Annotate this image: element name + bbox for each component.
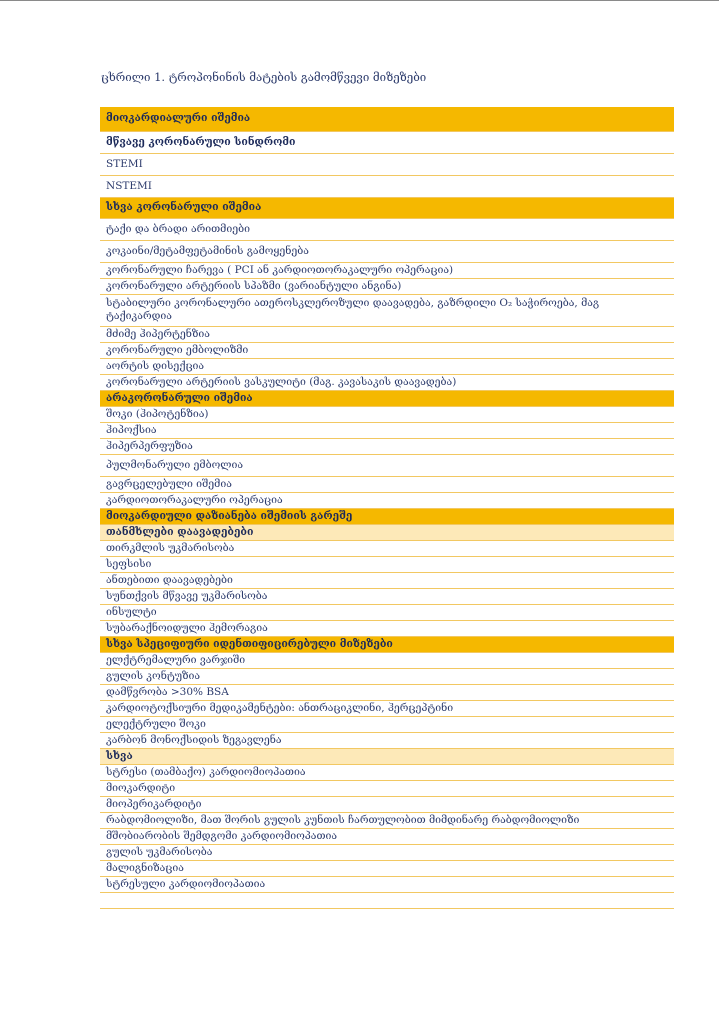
table-cell: მშობიარობის შემდგომი კარდიომიოპათია [100,828,674,844]
table-cell: თირკმლის უკმარისობა [100,540,674,556]
table-cell [100,892,674,908]
table-row [100,860,674,876]
table-row [100,454,674,476]
table-cell: ანთებითი დაავადებები [100,572,674,588]
table-row [100,540,674,556]
table-row [100,684,674,700]
table-row [100,572,674,588]
table-row [100,358,674,374]
table-cell: სხვა სპეციფიური იდენთიფიცირებული მიზეზები [100,636,674,652]
table-row [100,844,674,860]
table-cell: მიოკარდიტი [100,780,674,796]
table-cell: კორონარული ჩარევა ( PCI ან კარდიოთორაკალური ოპერაცია) [100,262,674,278]
table-cell: არაკორონარული იშემია [100,390,674,406]
table-row [100,422,674,438]
table-cell: რაბდომიოლიზი, მათ შორის გულის კუნთის ჩართულობით მიმდინარე რაბდომიოლიზი [100,812,674,828]
table-row [100,892,674,908]
table-row [100,796,674,812]
table-cell: კორონარული არტერიის სპაზმი (ვარიანტული ანგინა) [100,278,674,294]
table-row [100,262,674,278]
table-row [100,326,674,342]
table-cell: STEMI [100,153,674,175]
table-cell: მძიმე ჰიპერტენზია [100,326,674,342]
table-row [100,780,674,796]
table-cell: NSTEMI [100,175,674,197]
table-row [100,278,674,294]
table-row [100,828,674,844]
table-row [100,175,674,197]
table-cell: დამწვრობა >30% BSA [100,684,674,700]
table-cell: სეფსისი [100,556,674,572]
table-row [100,492,674,508]
table-cell: სტაბილური კორონალური ათეროსკლეროზული დაავადება, გაზრდილი O₂ საჭიროება, მაგ ტაქიკარდია [100,294,674,326]
table-row [100,476,674,492]
table-row [100,218,674,240]
table-cell: კორონარული ემბოლიზმი [100,342,674,358]
table-row [100,240,674,262]
section-header-row [100,636,674,652]
table-row [100,588,674,604]
table-row [100,700,674,716]
table-caption: ცხრილი 1. ტროპონინის მატების გამომწვევი მიზეზები [101,70,427,84]
table-cell: ჰიპერპერფუზია [100,438,674,454]
table-row [100,716,674,732]
table-row [100,153,674,175]
causes-table-body [100,107,674,908]
table-row [100,406,674,422]
table-cell: მიოკარდიული დაზიანება იშემიის გარეშე [100,508,674,524]
table-cell: გულის კონტუზია [100,668,674,684]
table-cell: თანმხლები დაავადებები [100,524,674,540]
table-cell: მალიგნიზაცია [100,860,674,876]
table-cell: კარდიოტოქსიური მედიკამენტები: ანთრაციკლინი, ჰერცეპტინი [100,700,674,716]
table-cell: კარდიოთორაკალური ოპერაცია [100,492,674,508]
table-cell: ჰიპოქსია [100,422,674,438]
table-cell: ელექტრული შოკი [100,716,674,732]
table-cell: გულის უკმარისობა [100,844,674,860]
top-border-line [0,0,719,1]
table-row [100,342,674,358]
table-cell: სტრესული კარდიომიოპათია [100,876,674,892]
table-row [100,620,674,636]
table-row [100,668,674,684]
table-cell: შოკი (ჰიპოტენზია) [100,406,674,422]
table-cell: გავრცელებული იშემია [100,476,674,492]
table-cell: კოკაინი/მეტამფეტამინის გამოყენება [100,240,674,262]
table-cell: ტაქი და ბრადი არითმიები [100,218,674,240]
section-header-row [100,197,674,218]
table-cell: მიოკარდიალური იშემია [100,107,674,131]
table-cell: პულმონარული ემბოლია [100,454,674,476]
table-cell: კორონარული არტერიის ვასკულიტი (მაგ. კავასაკის დაავადება) [100,374,674,390]
table-cell: სხვა [100,748,674,764]
table-cell: სუბარაქნოიდული ჰემორაგია [100,620,674,636]
table-row [100,556,674,572]
table-row [100,374,674,390]
section-header-row [100,390,674,406]
table-row [100,764,674,780]
table-cell: მწვავე კორონარული სინდრომი [100,131,674,153]
subsection-header-row [100,524,674,540]
table-row [100,294,674,326]
section-header-row [100,508,674,524]
table-row [100,876,674,892]
table-cell: სტრესი (თამბაქო) კარდიომიოპათია [100,764,674,780]
table-cell: ელქტრემალური ვარჯიში [100,652,674,668]
causes-table [100,107,674,909]
table-cell: სუნთქვის მწვავე უკმარისობა [100,588,674,604]
table-cell: აორტის დისექცია [100,358,674,374]
table-row [100,652,674,668]
table-cell: სხვა კორონარული იშემია [100,197,674,218]
section-header-row [100,107,674,131]
table-cell: კარბონ მონოქსიდის ზეგავლენა [100,732,674,748]
table-row [100,732,674,748]
subsection-header-row [100,748,674,764]
table-row [100,812,674,828]
table-cell: მიოპერიკარდიტი [100,796,674,812]
table-cell: ინსულტი [100,604,674,620]
table-row [100,131,674,153]
table-row [100,604,674,620]
table-row [100,438,674,454]
